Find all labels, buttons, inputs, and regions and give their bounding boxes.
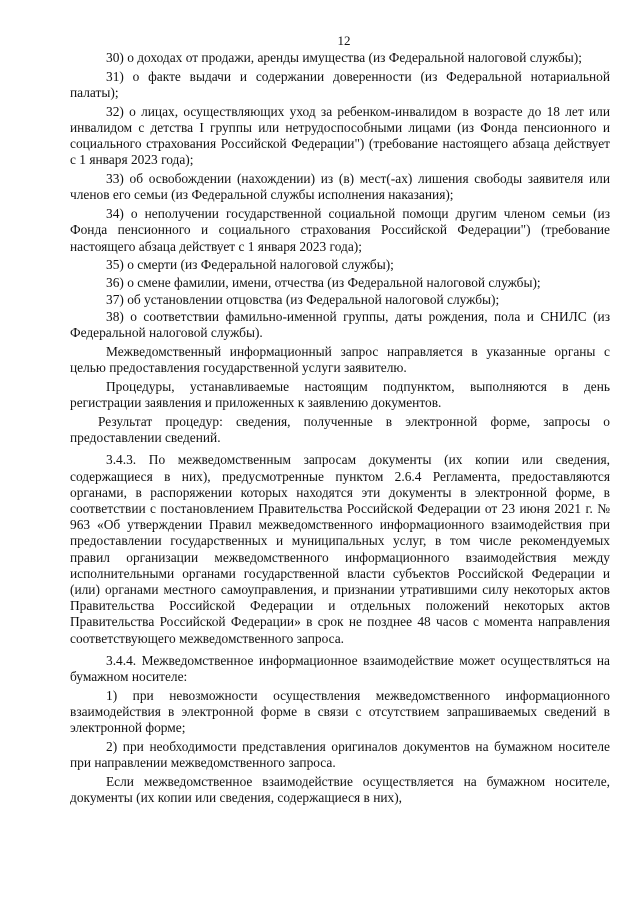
page-number: 12 — [337, 33, 351, 48]
paragraph-30: 30) о доходах от продажи, аренды имущества (из Федеральной налоговой службы); — [106, 50, 582, 65]
paragraph-item-1: 1) при невозможности осуществления межведомственного информационного взаимодействия в электронной форме в связи с отсутствием запрашиваемых сведений в электронной форме; — [70, 687, 610, 736]
paragraph-interagency-request: Межведомственный информационный запрос направляется в указанные органы с целью предоставления государственной услуги заявителю. — [70, 344, 610, 376]
paragraph-item-2: 2) при необходимости представления оригиналов документов на бумажном носителе при направлении межведомственного запроса. — [70, 739, 610, 771]
paragraph-38: 38) о соответствии фамильно-именной группы, даты рождения, пола и СНИЛС (из Федеральной налоговой службы). — [70, 309, 610, 341]
paragraph-37: 37) об установлении отцовства (из Федеральной налоговой службы); — [106, 291, 500, 307]
paragraph-31: 31) о факте выдачи и содержании доверенности (из Федеральной нотариальной палаты); — [70, 68, 610, 100]
paragraph-34: 34) о неполучении государственной социальной помощи другим членом семьи (из Фонда пенсионного и социального страхования Российской Федерации") (требование настоящего абзаца действует с 1 января 2023 года); — [70, 206, 610, 254]
paragraph-3-4-4: 3.4.4. Межведомственное информационное взаимодействие может осуществляться на бумажном носителе: — [70, 652, 610, 685]
paragraph-32: 32) о лицах, осуществляющих уход за ребенком-инвалидом в возрасте до 18 лет или инвалидом с детства I группы или нетрудоспособными лицами (из Фонда пенсионного и социального страхования Российской Федерации") (требование настоящего абзаца действует с 1 января 2023 года); — [70, 103, 610, 168]
paragraph-procedures: Процедуры, устанавливаемые настоящим подпунктом, выполняются в день регистрации заявления и приложенных к заявлению документов. — [70, 379, 610, 411]
paragraph-procedure-result: Результат процедур: сведения, полученные в электронной форме, запросы о предоставлении сведений. — [70, 414, 610, 446]
paragraph-paper-carrier: Если межведомственное взаимодействие осуществляется на бумажном носителе, документы (их копии или сведения, содержащиеся в них), — [70, 774, 610, 806]
paragraph-36: 36) о смене фамилии, имени, отчества (из Федеральной налоговой службы); — [106, 274, 541, 290]
paragraph-35: 35) о смерти (из Федеральной налоговой службы); — [106, 257, 394, 273]
paragraph-33: 33) об освобождении (нахождении) из (в) мест(-ах) лишения свободы заявителя или членов его семьи (из Федеральной службы исполнения наказания); — [70, 171, 610, 203]
paragraph-3-4-3: 3.4.3. По межведомственным запросам документы (их копии или сведения, содержащиеся в них), предусмотренные пунктом 2.6.4 Регламента, предоставляются органами, в распоряжении которых находятся эти документы в электронной форме, в соответствии с постановлением Правительства Российской Федерации от 23 июня 2021 г. № 963 «Об утверждении Правил межведомственного информационного взаимодействия при предоставлении государственных и муниципальных услуг, в том числе рекомендуемых правил организации межведомственного информационного взаимодействия между исполнительными органами государственной власти субъектов Российской Федерации и (или) органами местного самоуправления, и признании утратившими силу некоторых актов Правительства Российской Федерации и отдельных положений некоторых актов Правительства Российской Федерации» в срок не позднее 48 часов с момента направления соответствующего межведомственного запроса. — [70, 452, 610, 646]
